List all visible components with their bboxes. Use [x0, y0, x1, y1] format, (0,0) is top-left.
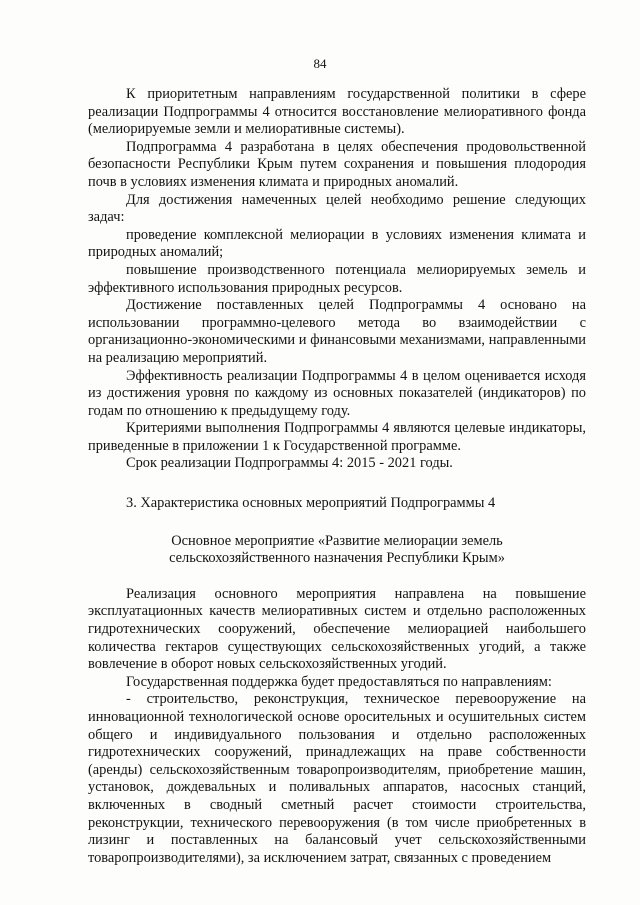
paragraph: Реализация основного мероприятия направлена на повышение эксплуатационных качеств мелиоративных систем и отдельно расположенных гидротехнических сооружений, обеспечение мелиорацией наибольшего количества гектаров существующих сельскохозяйственных угодий, а также вовлечение в оборот новых сельскохозяйственных угодий.	[88, 585, 586, 673]
paragraph: Государственная поддержка будет предоставляться по направлениям:	[126, 673, 552, 690]
paragraph: К приоритетным направлениям государственной политики в сфере реализации Подпрограммы 4 относится восстановление мелиоративного фонда (мелиорируемые земли и мелиоративные системы).	[88, 86, 586, 138]
document-body	[88, 86, 586, 867]
paragraph: - строительство, реконструкция, техническое перевооружение на инновационной технологической основе оросительных и осушительных систем общего и индивидуального пользования и отдельно расположенных гидротехнических сооружений, принадлежащих на праве собственности (аренды) сельскохозяйственным товаропроизводителям, приобретение машин, установок, дождевальных и поливальных аппаратов, насосных станций, включенных в сводный сметный расчет стоимости строительства, реконструкции, технического перевооружения (в том числе приобретенных в лизинг и поставленных на балансовый учет сельскохозяйственными товаропроизводителями), за исключением затрат, связанных с проведением	[88, 691, 586, 866]
subheading-line: Основное мероприятие «Развитие мелиорации земель	[171, 532, 503, 549]
spacer	[88, 568, 586, 586]
section-heading: 3. Характеристика основных мероприятий Подпрограммы 4	[126, 495, 496, 512]
paragraph: Подпрограмма 4 разработана в целях обеспечения продовольственной безопасности Республики Крым путем сохранения и повышения плодородия почв в условиях изменения климата и природных аномалий.	[88, 138, 586, 190]
paragraph: Достижение поставленных целей Подпрограммы 4 основано на использовании программно-целевого метода во взаимодействии с организационно-экономическими и финансовыми механизмами, направленными на реализацию мероприятий.	[88, 297, 586, 366]
paragraph: Эффективность реализации Подпрограммы 4 в целом оценивается исходя из достижения уровня по каждому из основных показателей (индикаторов) по годам по отношению к предыдущему году.	[88, 367, 586, 419]
subheading	[88, 533, 586, 568]
paragraph: повышение производственного потенциала мелиорируемых земель и эффективного использования природных ресурсов.	[88, 261, 586, 296]
paragraph: Для достижения намеченных целей необходимо решение следующих задач:	[88, 191, 586, 226]
paragraph: Срок реализации Подпрограммы 4: 2015 - 2021 годы.	[126, 455, 453, 472]
subheading-line: сельскохозяйственного назначения Республики Крым»	[169, 550, 505, 567]
paragraph: Критериями выполнения Подпрограммы 4 являются целевые индикаторы, приведенные в приложении 1 к Государственной программе.	[88, 420, 586, 454]
paragraph: проведение комплексной мелиорации в условиях изменения климата и природных аномалий;	[88, 226, 586, 261]
page-number: 84	[313, 56, 327, 71]
